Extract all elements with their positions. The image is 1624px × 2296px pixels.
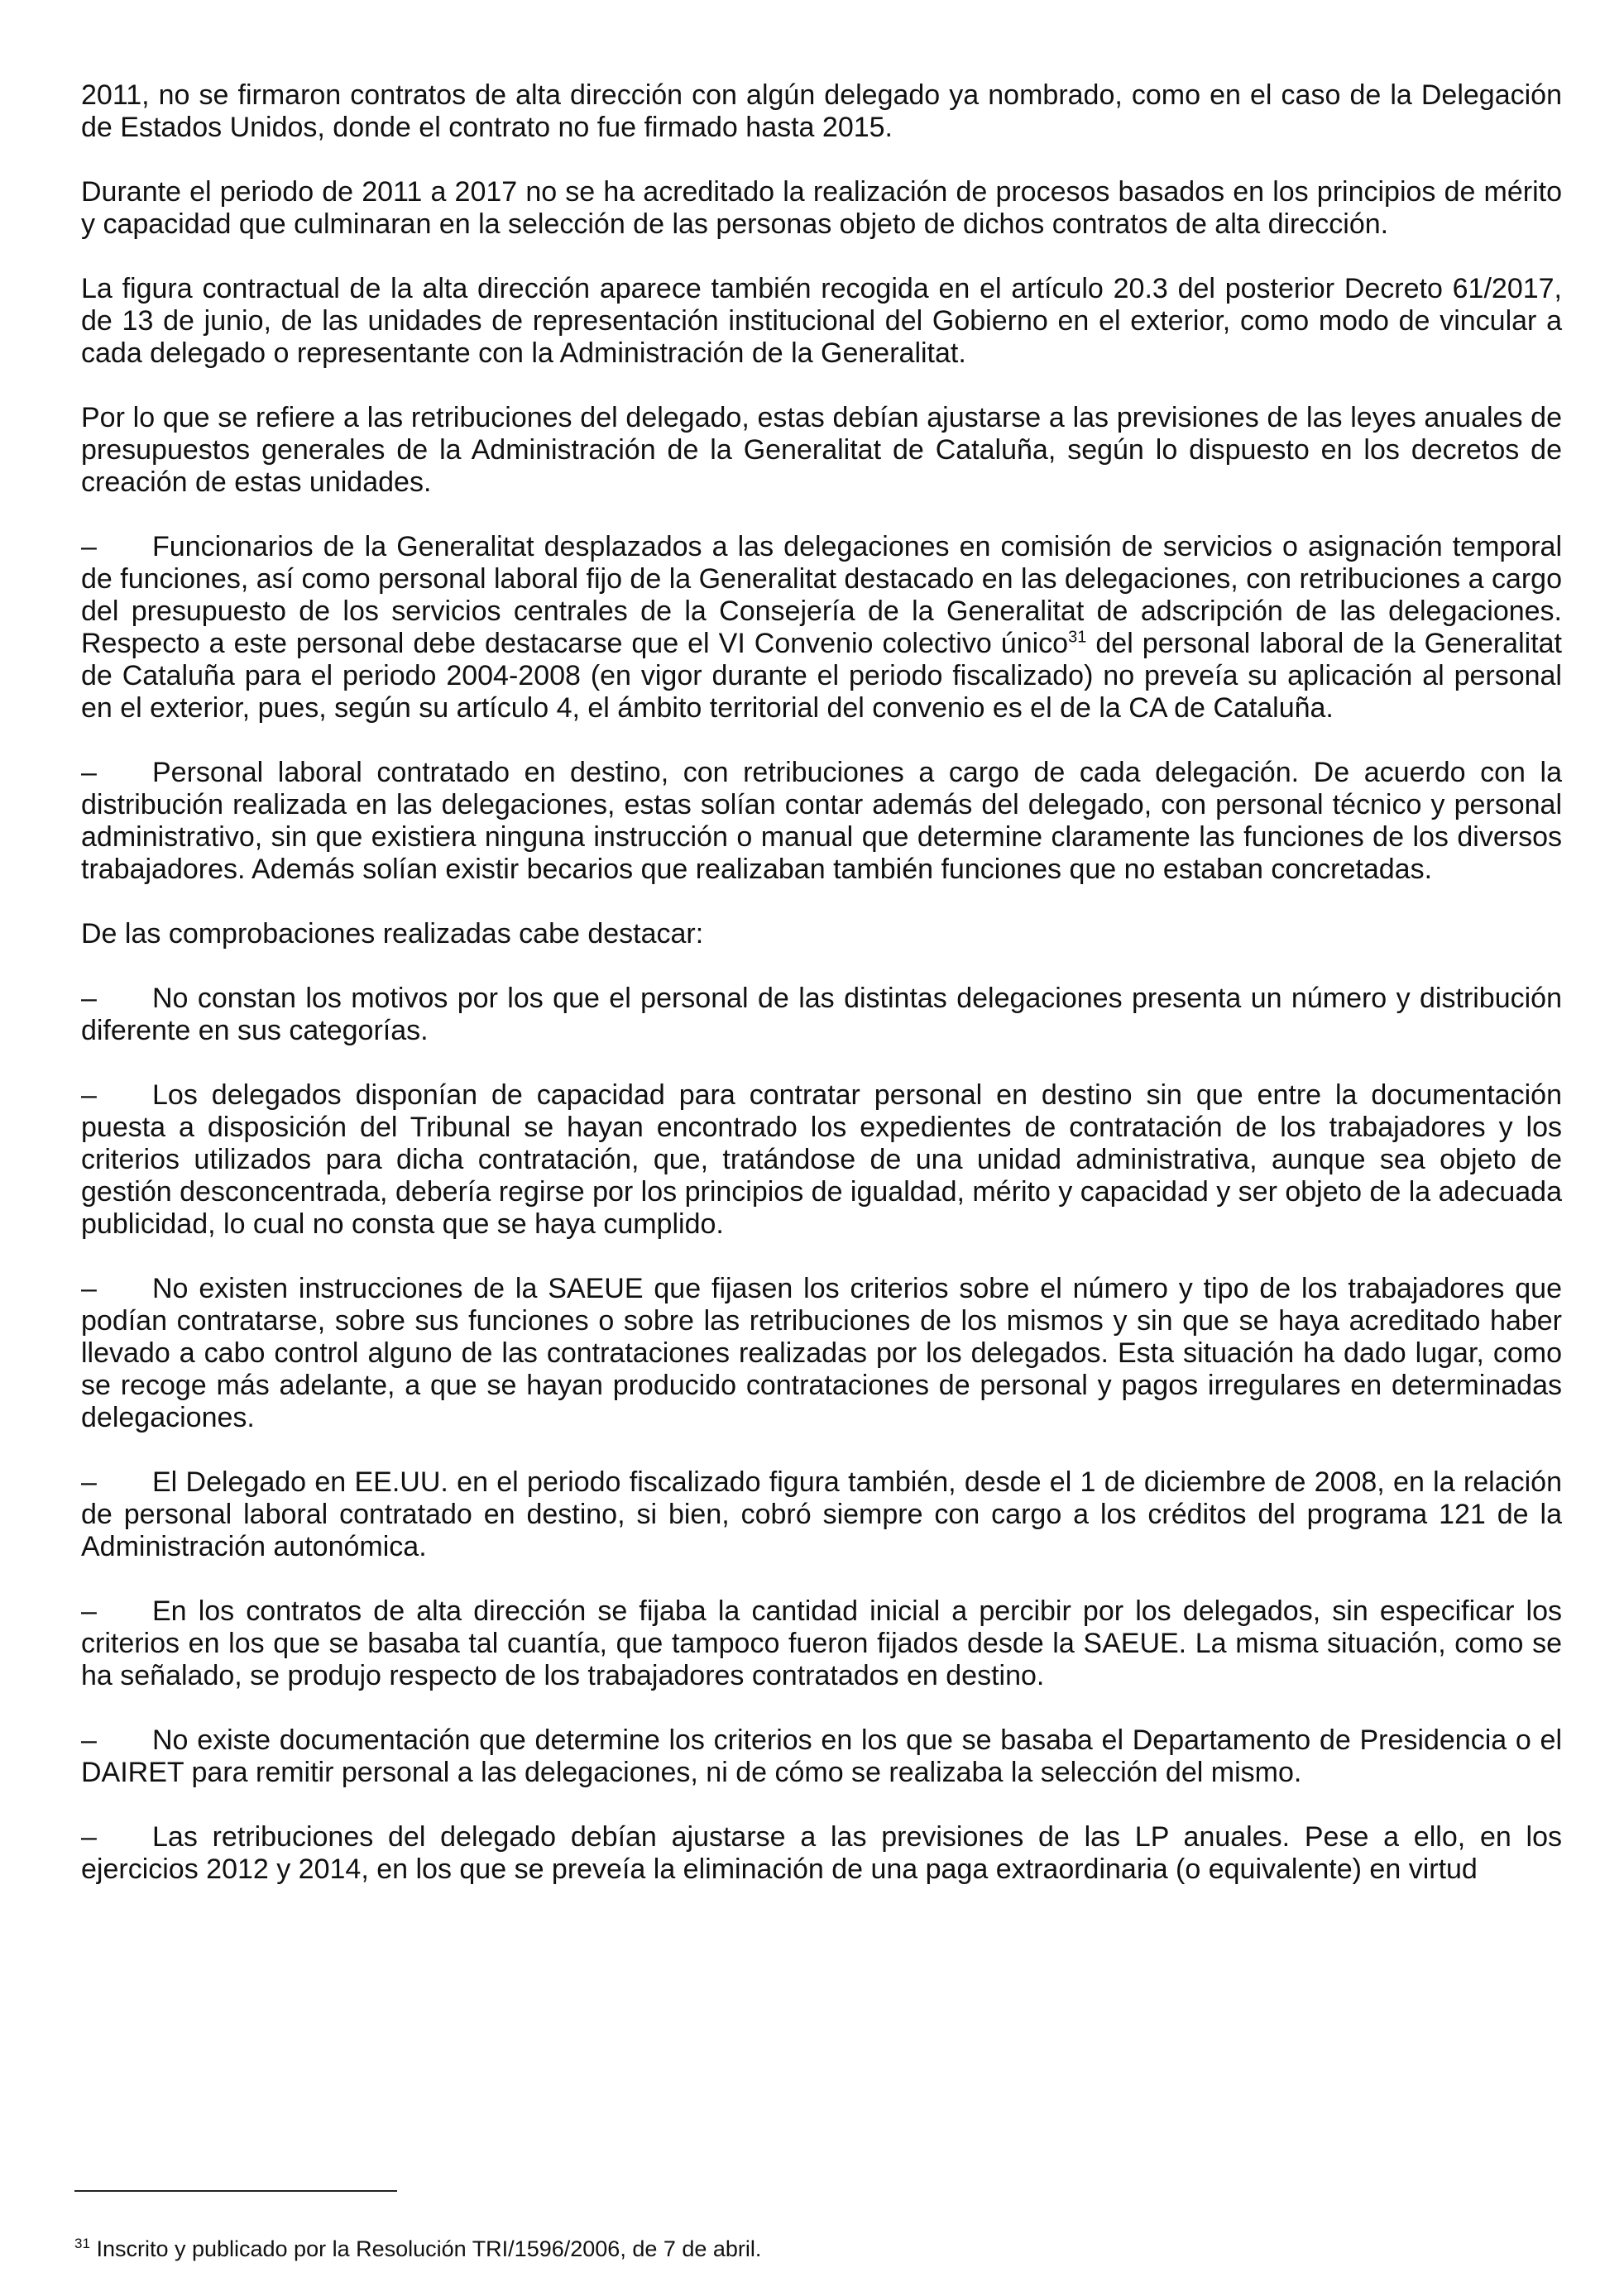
footnote-text: Inscrito y publicado por la Resolución TRI/1596/2006, de 7 de abril. (96, 2236, 762, 2261)
dash-bullet-icon: – (81, 1595, 97, 1627)
bullet-paragraph (81, 531, 1562, 725)
paragraph: 2011, no se firmaron contratos de alta dirección con algún delegado ya nombrado, como en el caso de la Delegación de Estados Unidos, donde el contrato no fue firmado hasta 2015. (81, 79, 1562, 143)
bullet-text: Las retribuciones del delegado debían ajustarse a las previsiones de las LP anuales. Pese a ello, en los ejercicios 2012 y 2014, en los que se preveía la eliminación de una paga extraordinaria (o equivalente) en virtud (81, 1821, 1562, 1885)
dash-bullet-icon: – (81, 1273, 97, 1304)
dash-bullet-icon: – (81, 1079, 97, 1111)
paragraph: La figura contractual de la alta dirección aparece también recogida en el artículo 20.3 del posterior Decreto 61/2017, de 13 de junio, de las unidades de representación institucional del Gobierno en el exterior, como modo de vincular a cada delegado o representante con la Administración de la Generalitat. (81, 273, 1562, 369)
dash-bullet-icon: – (81, 531, 97, 562)
bullet-paragraph (81, 1821, 1562, 1886)
dash-bullet-icon: – (81, 1466, 97, 1498)
bullet-text: El Delegado en EE.UU. en el periodo fiscalizado figura también, desde el 1 de diciembre de 2008, en la relación de personal laboral contratado en destino, si bien, cobró siempre con cargo a los créditos del programa 121 de la Administración autonómica. (81, 1466, 1562, 1562)
paragraph: Por lo que se refiere a las retribuciones del delegado, estas debían ajustarse a las previsiones de las leyes anuales de presupuestos generales de la Administración de la Generalitat de Cataluña, según lo dispuesto en los decretos de creación de estas unidades. (81, 402, 1562, 498)
bullet-text: Los delegados disponían de capacidad para contratar personal en destino sin que entre la documentación puesta a disposición del Tribunal se hayan encontrado los expedientes de contratación de los trabajadores y los criterios utilizados para dicha contratación, que, tratándose de una unidad administrativa, aunque sea objeto de gestión desconcentrada, debería regirse por los principios de igualdad, mérito y capacidad y ser objeto de la adecuada publicidad, lo cual no consta que se haya cumplido. (81, 1079, 1562, 1240)
bullet-paragraph (81, 1273, 1562, 1434)
bullet-text: del personal laboral de la Generalitat de Cataluña para el periodo 2004-2008 (en vigor durante el periodo fiscalizado) no preveía su aplicación al personal en el exterior, pues, según su artículo 4, el ámbito territorial del convenio es el de la CA de Cataluña. (81, 628, 1563, 724)
bullet-paragraph (81, 1724, 1562, 1789)
bullet-paragraph (81, 757, 1562, 886)
bullet-paragraph (81, 983, 1562, 1047)
footnote-number: 31 (74, 2236, 90, 2251)
dash-bullet-icon: – (81, 1724, 97, 1756)
paragraph: Durante el periodo de 2011 a 2017 no se ha acreditado la realización de procesos basados en los principios de mérito y capacidad que culminaran en la selección de las personas objeto de dichos contratos de alta dirección. (81, 176, 1562, 240)
bullet-text: En los contratos de alta dirección se fijaba la cantidad inicial a percibir por los delegados, sin especificar los criterios en los que se basaba tal cuantía, que tampoco fueron fijados desde la SAEUE. La misma situación, como se ha señalado, se produjo respecto de los trabajadores contratados en destino. (81, 1595, 1562, 1691)
bullet-text: No existen instrucciones de la SAEUE que fijasen los criterios sobre el número y tipo de los trabajadores que podían contratarse, sobre sus funciones o sobre las retribuciones de los mismos y sin que se haya acreditado haber llevado a cabo control alguno de las contrataciones realizadas por los delegados. Esta situación ha dado lugar, como se recoge más adelante, a que se hayan producido contrataciones de personal y pagos irregulares en determinadas delegaciones. (81, 1273, 1562, 1433)
bullet-text: No existe documentación que determine los criterios en los que se basaba el Departamento de Presidencia o el DAIRET para remitir personal a las delegaciones, ni de cómo se realizaba la selección del mismo. (81, 1724, 1562, 1788)
document-body (81, 79, 1562, 1918)
bullet-paragraph (81, 1595, 1562, 1692)
footnote-separator (74, 2190, 397, 2192)
bullet-text: No constan los motivos por los que el personal de las distintas delegaciones presenta un número y distribución diferente en sus categorías. (81, 983, 1562, 1046)
dash-bullet-icon: – (81, 757, 97, 788)
footnote (74, 2236, 761, 2262)
paragraph: De las comprobaciones realizadas cabe destacar: (81, 918, 704, 949)
dash-bullet-icon: – (81, 1821, 97, 1853)
bullet-text: Funcionarios de la Generalitat desplazados a las delegaciones en comisión de servicios o asignación temporal de funciones, así como personal laboral fijo de la Generalitat destacado en las delegaciones, con retribuciones a cargo del presupuesto de los servicios centrales de la Consejería de la Generalitat de adscripción de las delegaciones. Respecto a este personal debe destacarse que el VI Convenio colectivo único (81, 531, 1562, 659)
bullet-text: Personal laboral contratado en destino, con retribuciones a cargo de cada delegación. De acuerdo con la distribución realizada en las delegaciones, estas solían contar además del delegado, con personal técnico y personal administrativo, sin que existiera ninguna instrucción o manual que determine claramente las funciones de los diversos trabajadores. Además solían existir becarios que realizaban también funciones que no estaban concretadas. (81, 757, 1562, 885)
dash-bullet-icon: – (81, 983, 97, 1014)
bullet-paragraph (81, 1466, 1562, 1563)
bullet-paragraph (81, 1079, 1562, 1241)
footnote-reference[interactable]: 31 (1068, 628, 1087, 647)
